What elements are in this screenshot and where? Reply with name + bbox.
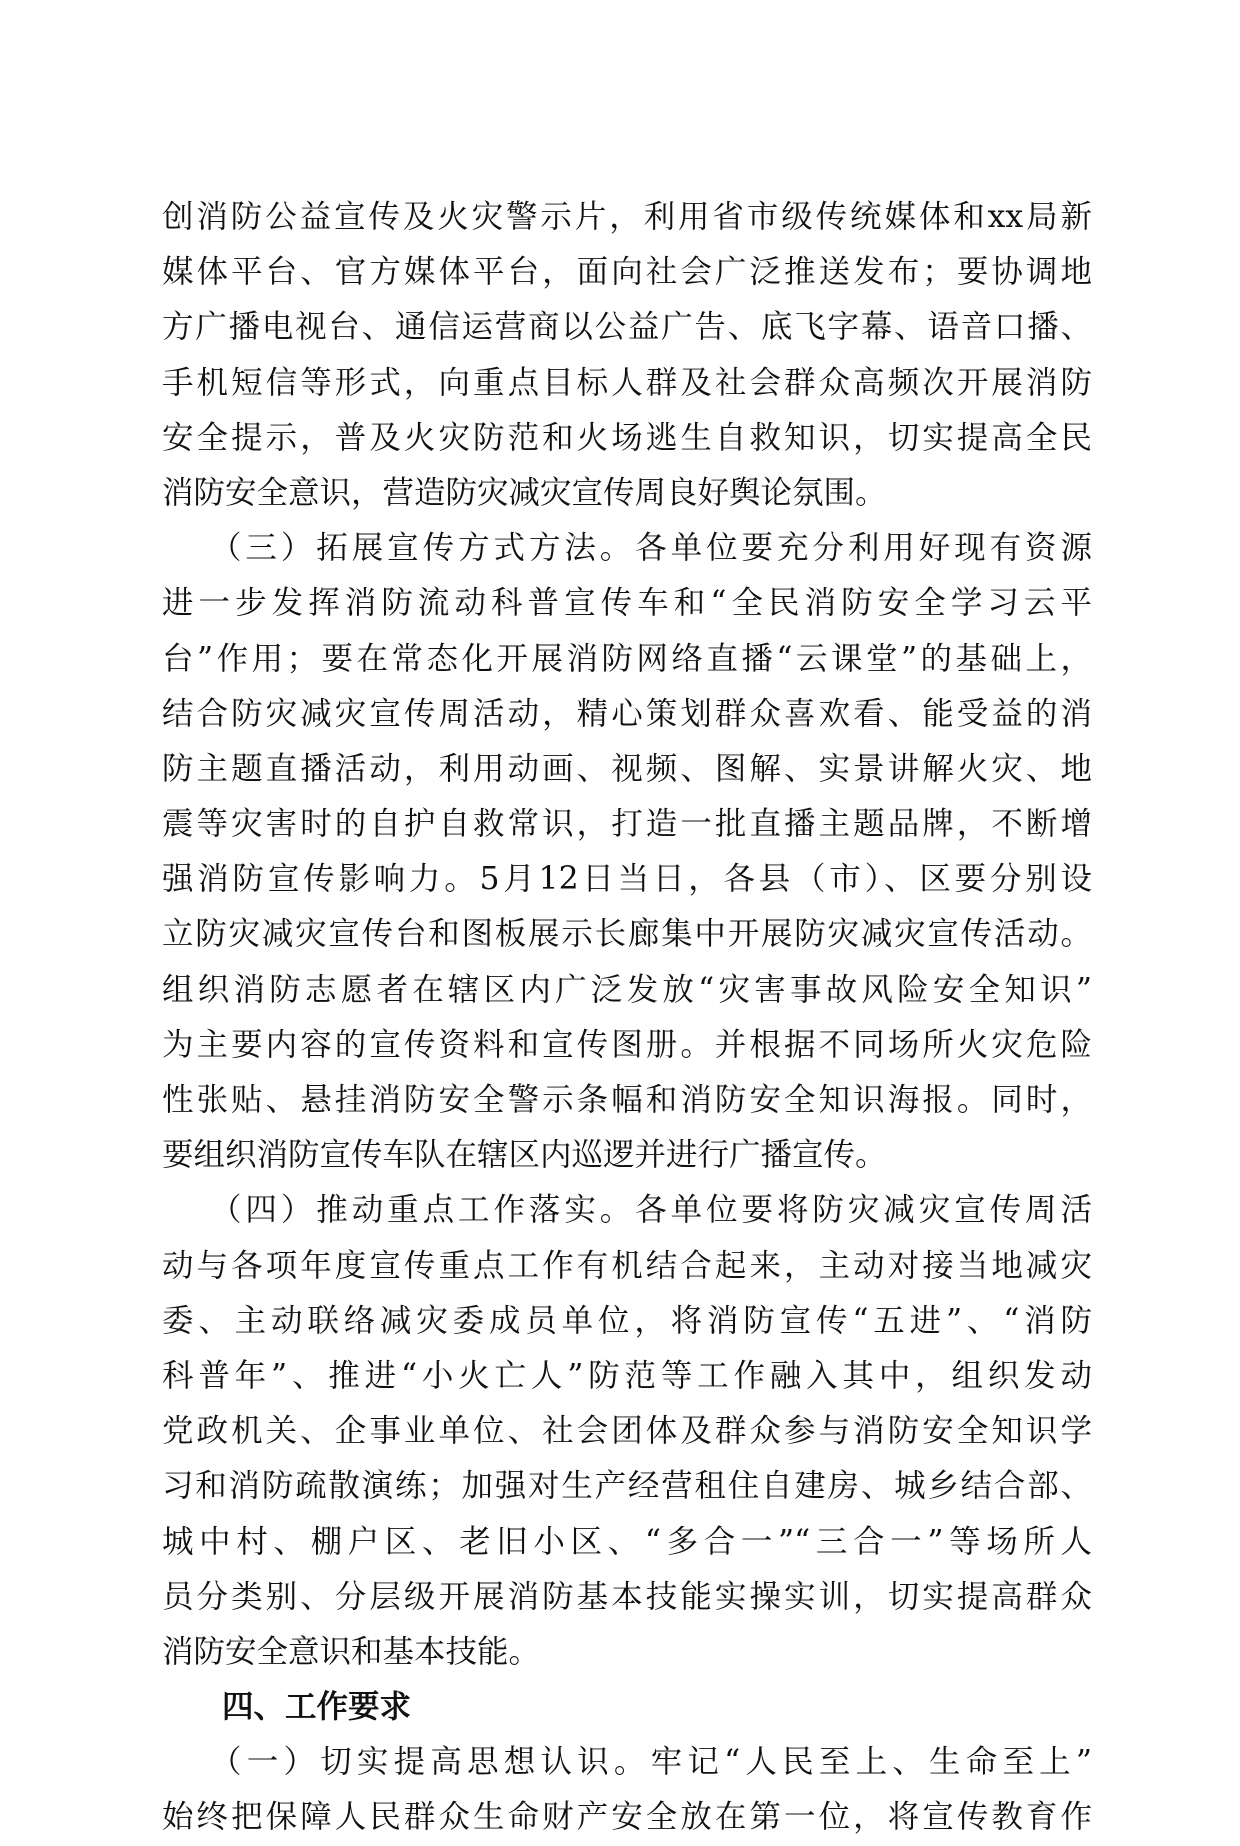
text-line: 习和消防疏散演练；加强对生产经营租住自建房、城乡结合部、 (162, 1468, 1092, 1505)
text-line: 安全提示，普及火灾防范和火场逃生自救知识，切实提高全民 (162, 419, 1092, 456)
text-line: 动与各项年度宣传重点工作有机结合起来，主动对接当地减灾 (162, 1247, 1092, 1284)
text-line: 台”作用；要在常态化开展消防网络直播“云课堂”的基础上， (162, 640, 1092, 677)
text-line: 防主题直播活动，利用动画、视频、图解、实景讲解火灾、地 (162, 750, 1092, 787)
paragraph (162, 521, 1092, 1183)
text-line: 要组织消防宣传车队在辖区内巡逻并进行广播宣传。 (162, 1137, 887, 1174)
paragraph (162, 1183, 1092, 1680)
text-line: 手机短信等形式，向重点目标人群及社会群众高频次开展消防 (162, 364, 1092, 401)
text-line: （四）推动重点工作落实。各单位要将防灾减灾宣传周活 (210, 1192, 1092, 1229)
text-line: 科普年”、推进“小火亡人”防范等工作融入其中，组织发动 (162, 1357, 1092, 1394)
text-line: 消防安全意识和基本技能。 (162, 1633, 541, 1670)
document-body (162, 190, 1092, 1846)
text-line: （一）切实提高思想认识。牢记“人民至上、生命至上” (210, 1744, 1092, 1781)
text-line: 进一步发挥消防流动科普宣传车和“全民消防安全学习云平 (162, 585, 1092, 622)
text-line: 震等灾害时的自护自救常识，打造一批直播主题品牌，不断增 (162, 806, 1092, 843)
text-line: 强消防宣传影响力。5月12日当日，各县（市）、区要分别设 (162, 861, 1092, 898)
section-heading: 四、工作要求 (222, 1689, 412, 1726)
text-line: 性张贴、悬挂消防安全警示条幅和消防安全知识海报。同时， (162, 1082, 1092, 1118)
text-line: 委、主动联络减灾委成员单位，将消防宣传“五进”、“消防 (162, 1302, 1092, 1339)
text-line: 员分类别、分层级开展消防基本技能实操实训，切实提高群众 (162, 1578, 1092, 1615)
text-line: 立防灾减灾宣传台和图板展示长廊集中开展防灾减灾宣传活动。 (162, 916, 1092, 953)
text-line: 组织消防志愿者在辖区内广泛发放“灾害事故风险安全知识” (162, 971, 1092, 1008)
text-line: 消防安全意识，营造防灾减灾宣传周良好舆论氛围。 (162, 474, 887, 511)
text-line: 媒体平台、官方媒体平台，面向社会广泛推送发布；要协调地 (162, 254, 1092, 291)
text-line: 为主要内容的宣传资料和宣传图册。并根据不同场所火灾危险 (162, 1026, 1092, 1063)
text-line: 方广播电视台、通信运营商以公益广告、底飞字幕、语音口播、 (162, 309, 1092, 346)
text-line: 党政机关、企事业单位、社会团体及群众参与消防安全知识学 (162, 1413, 1092, 1450)
paragraph (162, 190, 1092, 521)
text-line: 城中村、棚户区、老旧小区、“多合一”“三合一”等场所人 (162, 1523, 1092, 1560)
text-line: 结合防灾减灾宣传周活动，精心策划群众喜欢看、能受益的消 (162, 695, 1092, 732)
text-line: 始终把保障人民群众生命财产安全放在第一位，将宣传教育作 (162, 1799, 1092, 1836)
paragraph (162, 1735, 1092, 1845)
text-line: （三）拓展宣传方式方法。各单位要充分利用好现有资源 (210, 530, 1092, 567)
text-line: 创消防公益宣传及火灾警示片，利用省市级传统媒体和xx局新 (162, 199, 1092, 235)
